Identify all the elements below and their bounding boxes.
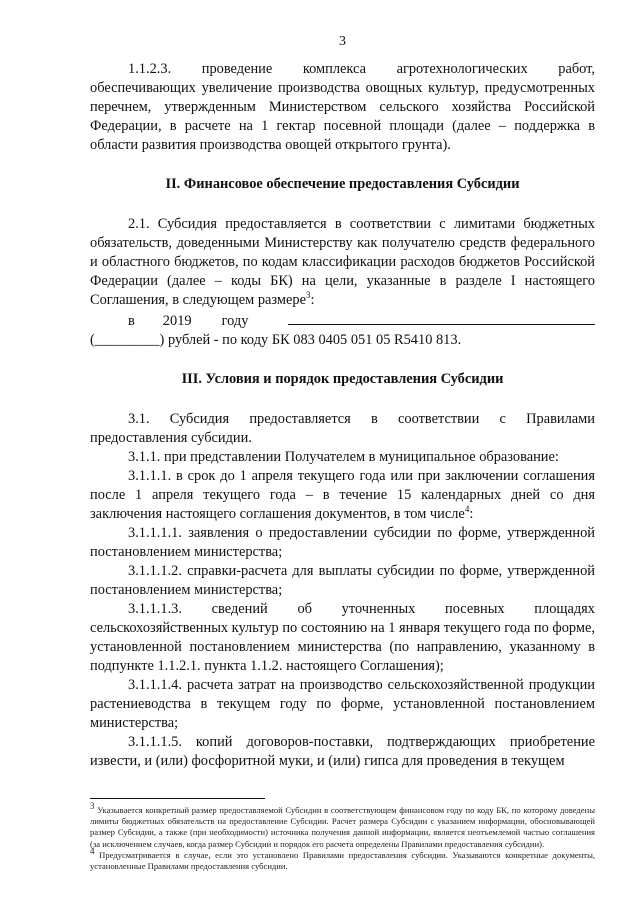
paragraph-1-1-2-3: 1.1.2.3. проведение комплекса агротехнологических работ, обеспечивающих увеличение производства овощных культур, предусмотренных перечнем, утвержденным Министерством сельского хозяйства Российской Федерации, в расчете на 1 гектар посевной площади (далее – поддержка в области развития производства овощей открытого грунта). — [90, 61, 595, 153]
amount-blank-line — [288, 310, 595, 325]
paragraph-3-1-1-1 — [90, 467, 595, 524]
paragraph-3-1-1-1-text: 3.1.1.1. в срок до 1 апреля текущего года или при заключении соглашения после 1 апреля текущего года – в течение 15 календарных дней со дня заключения настоящего соглашения документов, в том числе — [90, 468, 595, 522]
footnote-3-text: Указывается конкретный размер предоставляемой Субсидии в соответствующем финансовом году по коду БК, по которому доведены лимиты бюджетных обязательств на предоставление Субсидии. Расчет размера Субсидии с указанием информации, обосновывающей размер Субсидии, а также (при необходимости) источника получения данной информации, является неотъемлемой частью соглашения (за исключением случаев, когда размер Субсидии и порядок его расчета определены Правилами предоставления субсидии). — [90, 805, 595, 849]
paragraph-3-1-1-1-3: 3.1.1.1.3. сведений об уточненных посевных площадях сельскохозяйственных культур по состоянию на 1 января текущего года по форме, установленной постановлением министерства (по направлению, указанному в подпункте 1.1.2.1. пункта 1.1.2. настоящего Соглашения); — [90, 601, 595, 674]
footnote-4-number: 4 — [90, 845, 95, 856]
amount-in-word: в — [128, 313, 135, 329]
footnote-4 — [90, 845, 595, 872]
section-3-heading: III. Условия и порядок предоставления Субсидии — [181, 371, 504, 387]
paragraph-3-1: 3.1. Субсидия предоставляется в соответствии с Правилами предоставления субсидии. — [90, 411, 595, 446]
document-page — [90, 34, 595, 872]
page-number: 3 — [339, 34, 346, 49]
paragraph-3-1-1: 3.1.1. при представлении Получателем в муниципальное образование: — [128, 449, 559, 465]
amount-row — [90, 310, 595, 331]
footnote-ref-4[interactable]: 4 — [464, 504, 470, 515]
footnote-ref-3[interactable]: 3 — [305, 290, 311, 301]
paragraph-3-1-1-1-4: 3.1.1.1.4. расчета затрат на производство сельскохозяйственной продукции растениеводства в текущем году по форме, установленной постановлением министерства; — [90, 677, 595, 731]
paragraph-2-1-colon: : — [310, 292, 315, 308]
footnote-3-number: 3 — [90, 801, 95, 812]
paragraph-3-1-1-1-5: 3.1.1.1.5. копий договоров-поставки, подтверждающих приобретение извести, и (или) фосфоритной муки, и (или) гипса для проведения в текущем — [90, 734, 595, 769]
paragraph-3-1-1-1-colon: : — [469, 506, 474, 522]
paragraph-2-1 — [90, 215, 595, 310]
paragraph-2-1-text: 2.1. Субсидия предоставляется в соответствии с лимитами бюджетных обязательств, доведенными Министерству как получателю средств федерального и областного бюджетов, по кодам классификации расходов бюджетов Российской Федерации (далее – коды БК) на цели, указанные в разделе I настоящего Соглашения, в следующем размере — [90, 216, 595, 308]
footnote-separator — [90, 798, 265, 799]
amount-year-word: году — [221, 313, 249, 329]
footnote-4-text: Предусматривается в случае, если это установлено Правилами предоставления субсидии. Указываются конкретные документы, установленные Правилами предоставления субсидии. — [90, 849, 595, 872]
amount-year: 2019 — [162, 313, 192, 329]
section-2-heading: II. Финансовое обеспечение предоставления Субсидии — [165, 176, 520, 192]
amount-line-2: (_________) рублей - по коду БК 083 0405 051 05 R5410 813. — [90, 332, 462, 348]
paragraph-3-1-1-1-2: 3.1.1.1.2. справки-расчета для выплаты субсидии по форме, утвержденной постановлением министерства; — [90, 563, 595, 598]
footnote-3 — [90, 801, 595, 850]
paragraph-3-1-1-1-1: 3.1.1.1.1. заявления о предоставлении субсидии по форме, утвержденной постановлением министерства; — [90, 525, 595, 560]
